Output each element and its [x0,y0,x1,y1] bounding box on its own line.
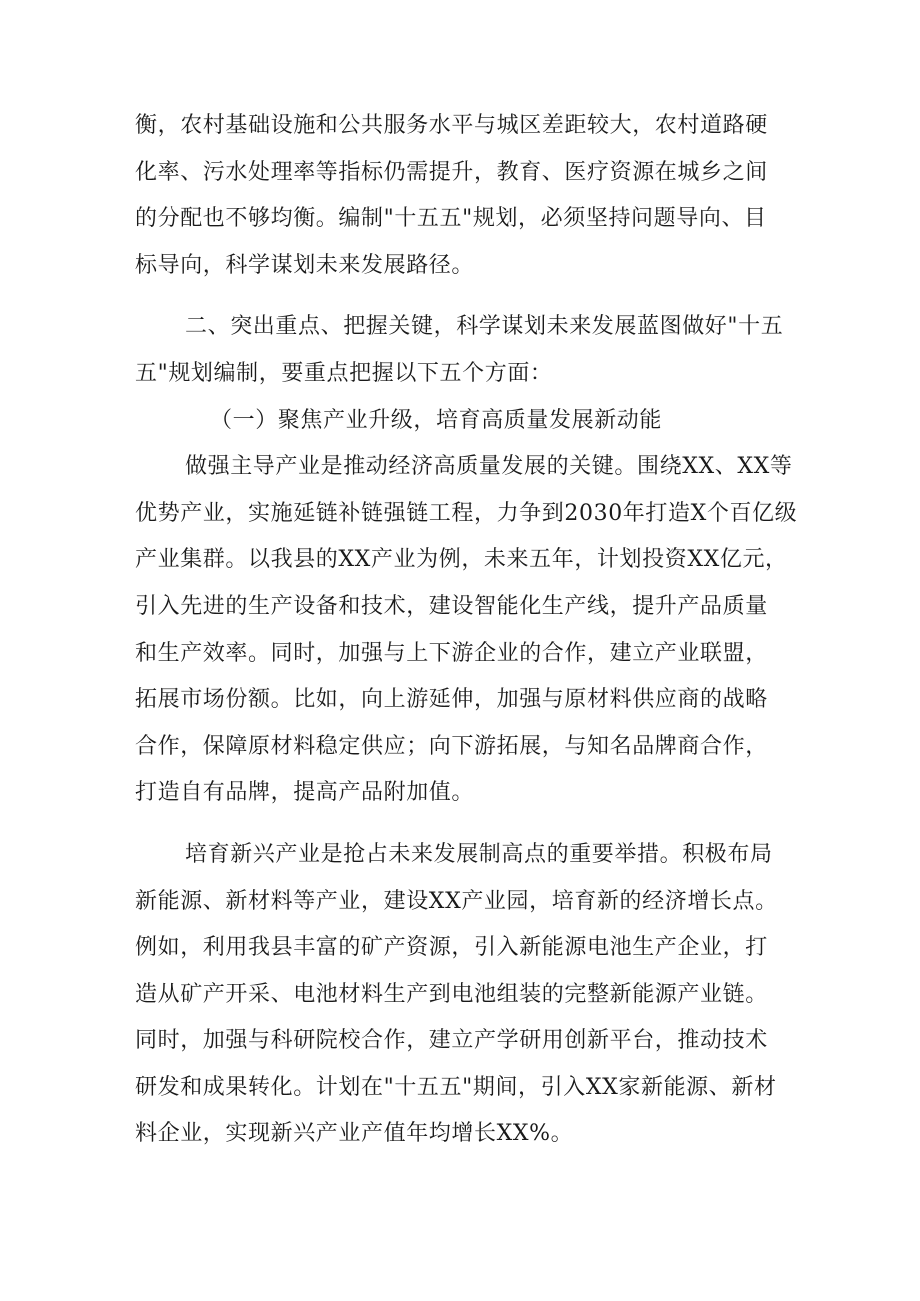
text-line: 标导向，科学谋划未来发展路径。 [135,252,475,278]
text-line: 拓展市场份额。比如，向上游延伸，加强与原材料供应商的战略 [135,687,768,713]
text-line: 合作，保障原材料稳定供应；向下游拓展，与知名品牌商合作， [135,733,768,759]
paragraph-spacer [135,289,785,304]
text-line: 引入先进的生产设备和技术，建设智能化生产线，提升产品质量 [135,593,768,619]
text-line: 料企业，实现新兴产业产值年均增长XX%。 [135,1121,574,1147]
text-line: 培育新兴产业是抢占未来发展制高点的重要举措。积极布局 [185,841,773,867]
text-line: 研发和成果转化。计划在"十五五"期间，引入XX家新能源、新材 [135,1074,777,1100]
document-page [135,103,798,1158]
text-line: 和生产效率。同时，加强与上下游企业的合作，建立产业联盟， [135,640,768,666]
text-line: 五"规划编制，要重点把握以下五个方面： [135,360,553,386]
text-line: 化率、污水处理率等指标仍需提升，教育、医疗资源在城乡之间 [135,159,768,185]
text-line: （一）聚焦产业升级，培育高质量发展新动能 [210,407,663,433]
text-line: 优势产业，实施延链补链强链工程，力争到2030年打造X个百亿级 [135,500,798,526]
paragraph-5 [135,832,785,1158]
text-line: 打造自有品牌，提高产品附加值。 [135,780,475,806]
text-line: 做强主导产业是推动经济高质量发展的关键。围绕XX、XX等 [185,454,793,480]
text-line: 造从矿产开采、电池材料生产到电池组装的完整新能源产业链。 [135,981,768,1007]
text-line: 二、突出重点、把握关键，科学谋划未来发展蓝图做好"十五 [185,314,784,340]
text-line: 例如，利用我县丰富的矿产资源，引入新能源电池生产企业，打 [135,935,768,961]
subsection-heading-1 [135,398,785,445]
text-line: 同时，加强与科研院校合作，建立产学研用创新平台，推动技术 [135,1028,768,1054]
paragraph-1 [135,103,785,289]
text-line: 衡，农村基础设施和公共服务水平与城区差距较大，农村道路硬 [135,113,768,138]
paragraph-4 [135,444,798,817]
text-line: 产业集群。以我县的XX产业为例，未来五年，计划投资XX亿元， [135,547,788,573]
text-line: 的分配也不够均衡。编制"十五五"规划，必须坚持问题导向、目 [135,206,767,232]
section-heading-2 [135,304,785,397]
text-line: 新能源、新材料等产业，建设XX产业园，培育新的经济增长点。 [135,888,778,914]
paragraph-spacer [135,817,785,832]
